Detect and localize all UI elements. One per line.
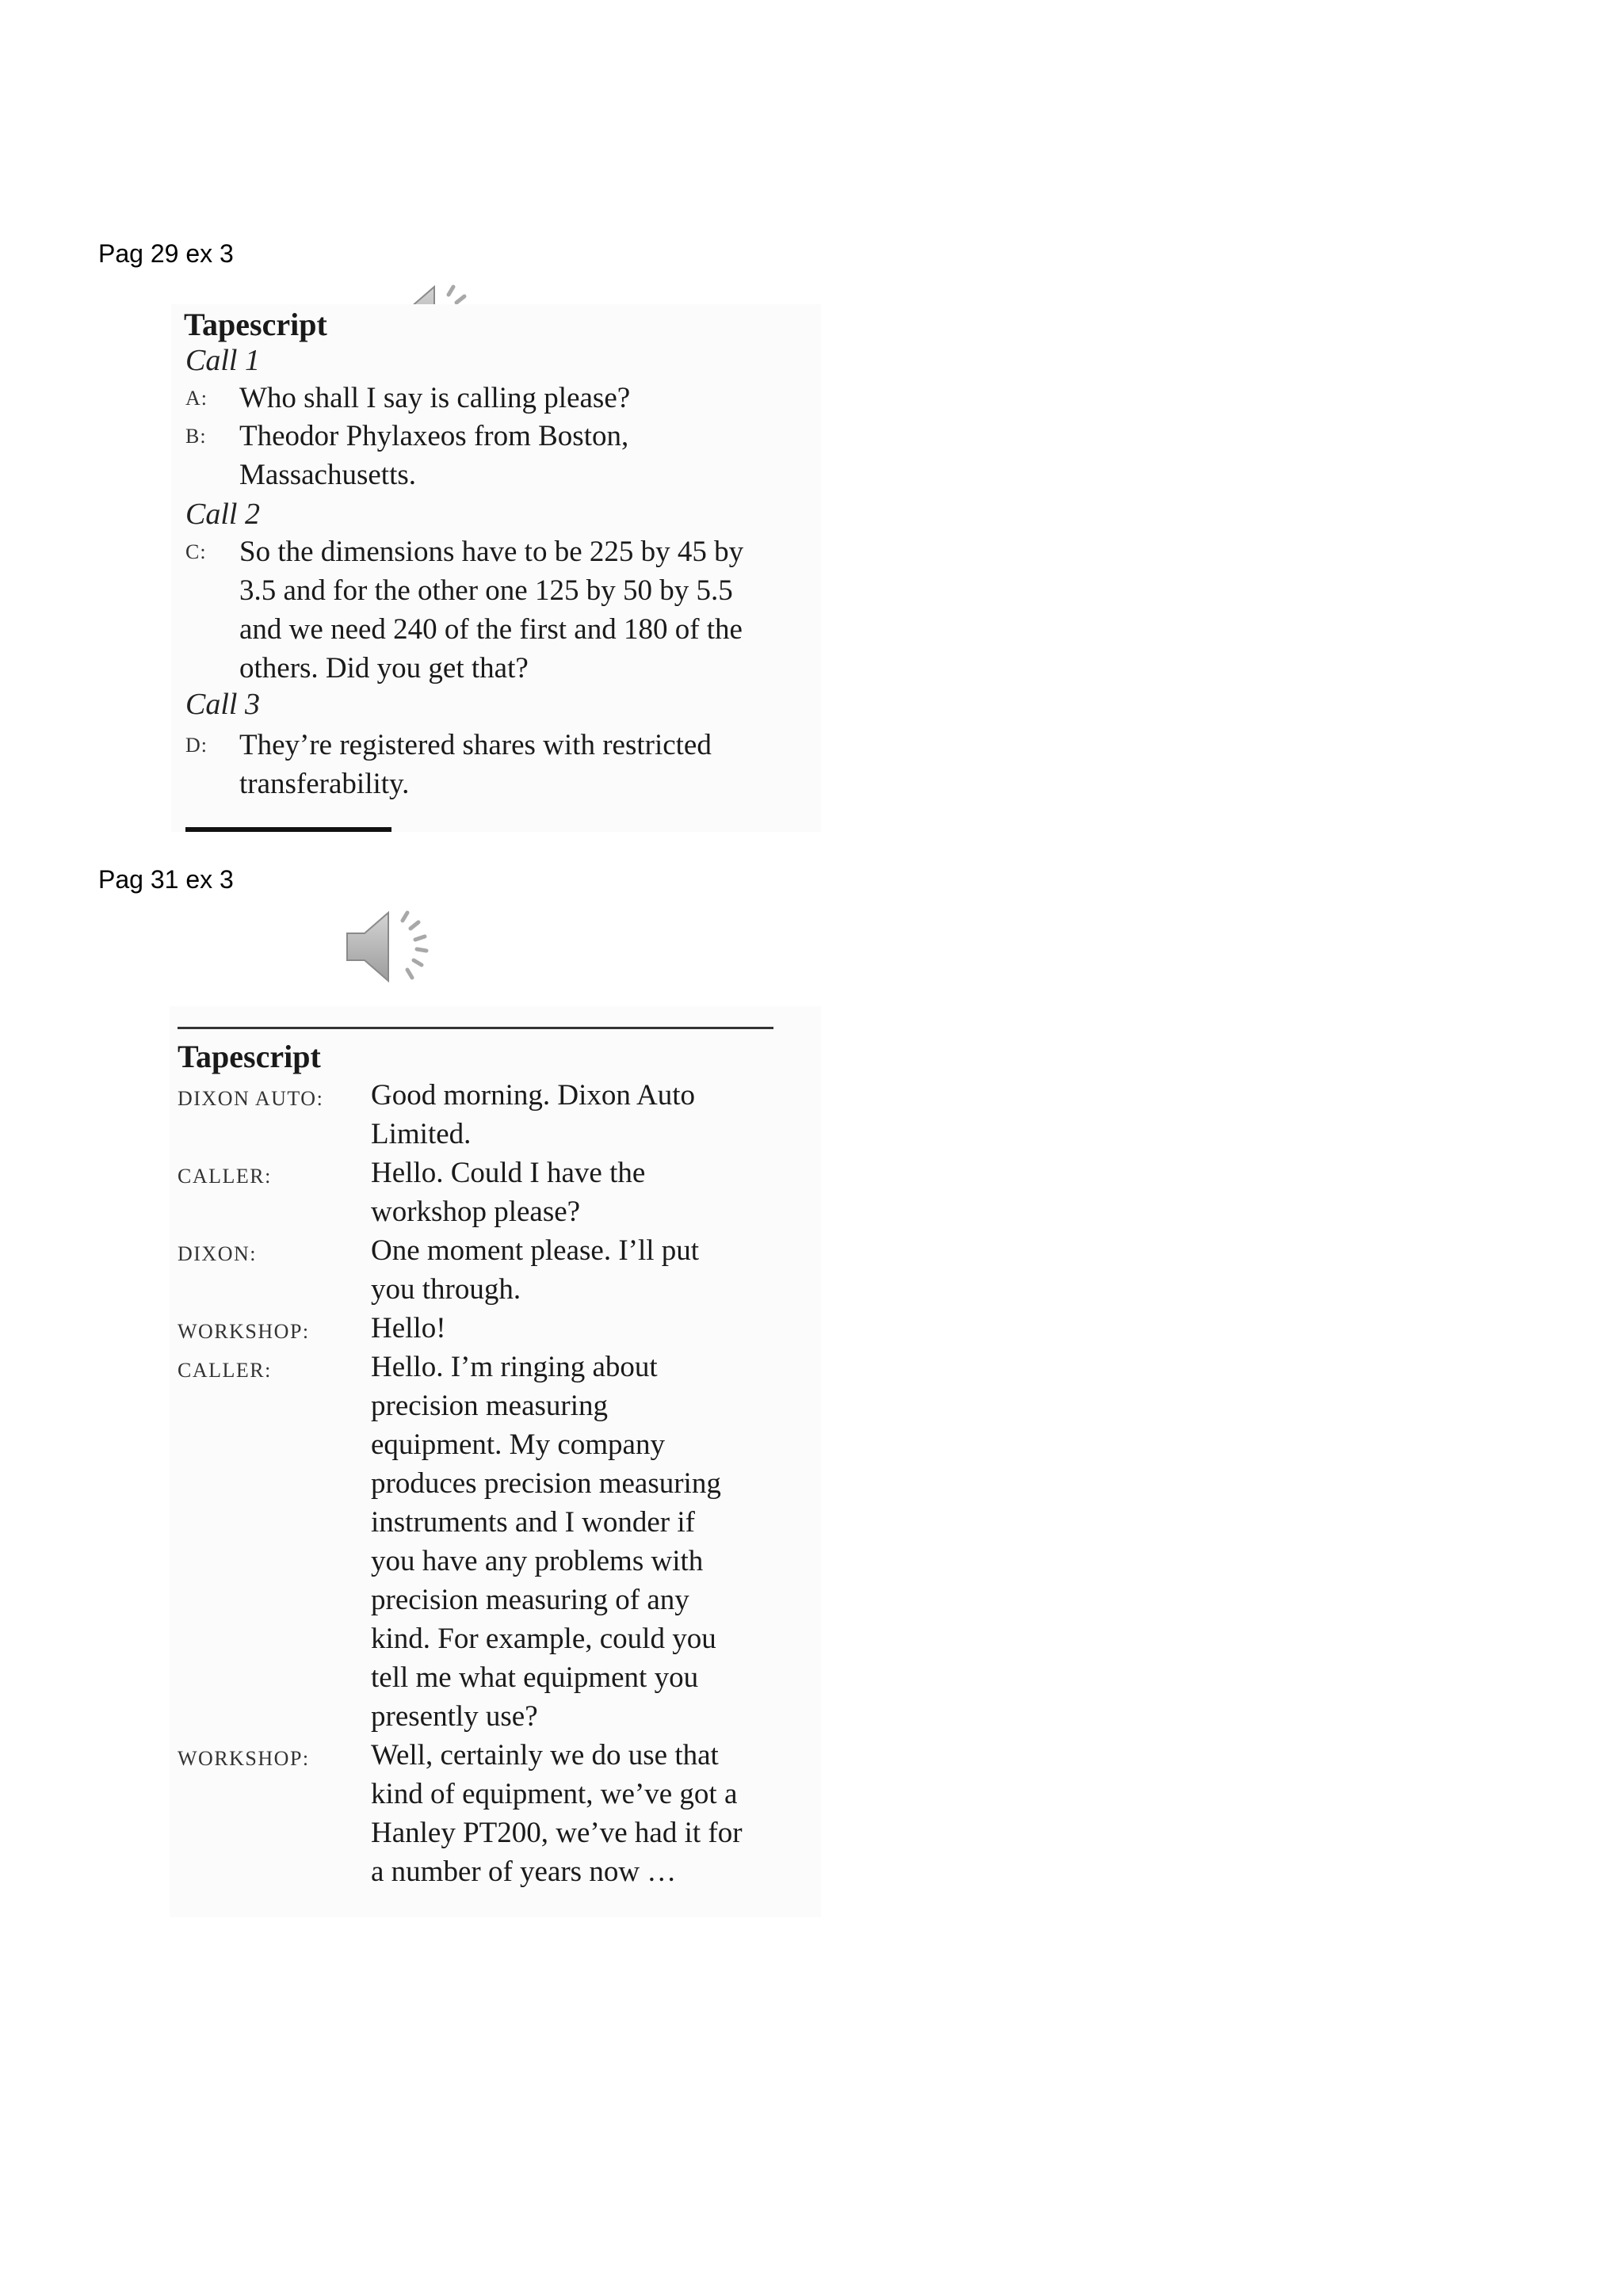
- role-label: CALLER:: [178, 1359, 272, 1382]
- speaker-volume-icon[interactable]: [342, 903, 445, 990]
- call-2-heading: Call 2: [185, 498, 260, 531]
- divider-rule: [185, 827, 391, 832]
- speaker-b-text: Theodor Phylaxeos from Boston, Massachusetts.: [239, 420, 629, 491]
- speaker-d-text: They’re registered shares with restricted transferability.: [239, 729, 712, 800]
- speaker-c-label: C:: [185, 540, 207, 563]
- role-label: DIXON:: [178, 1242, 257, 1265]
- call-3-heading: Call 3: [185, 688, 260, 721]
- dialogue-line: Well, certainly we do use that kind of equipment, we’ve got a Hanley PT200, we’ve had it for a number of years now …: [371, 1739, 743, 1888]
- page-label-31: Pag 31 ex 3: [98, 865, 234, 894]
- role-label: CALLER:: [178, 1165, 272, 1188]
- role-label: WORKSHOP:: [178, 1747, 310, 1770]
- role-label: DIXON AUTO:: [178, 1087, 324, 1110]
- speaker-a-text: Who shall I say is calling please?: [239, 382, 631, 414]
- speaker-d-label: D:: [185, 734, 208, 757]
- role-label: WORKSHOP:: [178, 1320, 310, 1343]
- divider-rule: [178, 1027, 773, 1029]
- tapescript-2-image: [170, 1006, 821, 1917]
- dialogue-line: One moment please. I’ll put you through.: [371, 1234, 700, 1306]
- speaker-b-label: B:: [185, 425, 207, 448]
- tapescript-1-image: [171, 304, 821, 832]
- dialogue-line: Hello!: [371, 1312, 446, 1344]
- tapescript-title: Tapescript: [184, 307, 327, 342]
- speaker-c-text: So the dimensions have to be 225 by 45 by 3.5 and for the other one 125 by 50 by 5.5 and we need 240 of the first and 180 of the others. Did you get that?: [239, 536, 744, 685]
- dialogue-line: Good morning. Dixon Auto Limited.: [371, 1079, 696, 1150]
- speaker-a-label: A:: [185, 387, 208, 410]
- call-1-heading: Call 1: [185, 344, 260, 377]
- tapescript-title: Tapescript: [178, 1039, 321, 1074]
- dialogue-line: Hello. I’m ringing about precision measuring equipment. My company produces precision measuring instruments and I wonder if you have any problems with precision measuring of any kind. For example, could you tell me what equipment you presently use?: [371, 1351, 721, 1733]
- page-label-29: Pag 29 ex 3: [98, 239, 234, 268]
- dialogue-line: Hello. Could I have the workshop please?: [371, 1157, 646, 1228]
